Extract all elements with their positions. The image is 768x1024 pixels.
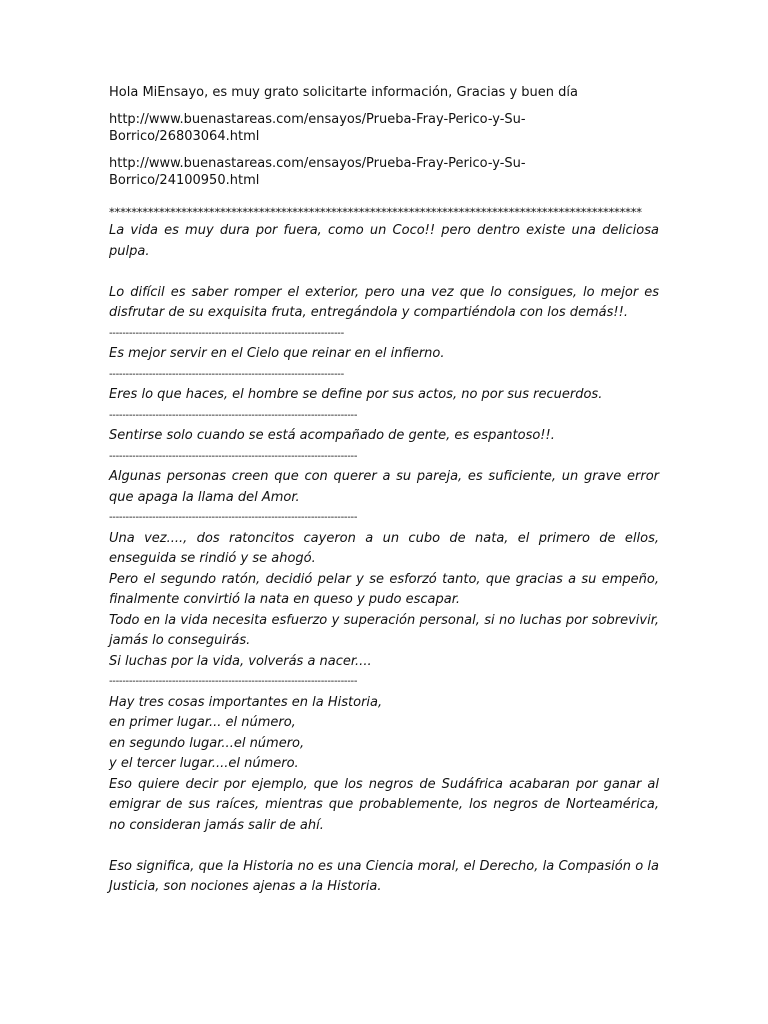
paragraph: La vida es muy dura por fuera, como un Coco!! pero dentro existe una deliciosa pulpa. <box>109 223 659 259</box>
reference-link[interactable]: http://www.buenastareas.com/ensayos/Prueba-Fray-Perico-y-Su- Borrico/24100950.html <box>109 156 526 188</box>
dash-separator: --------------------------------------------------------------------------- <box>109 512 358 523</box>
paragraph-gap <box>109 262 659 283</box>
asterisk-separator: ************************************************************************************************ <box>109 205 642 219</box>
dash-separator: ----------------------------------------------------------------------- <box>109 327 344 339</box>
dash-separator: --------------------------------------------------------------------------- <box>109 676 358 687</box>
dash-separator: --------------------------------------------------------------------------- <box>109 450 358 462</box>
paragraph-gap <box>109 836 659 857</box>
paragraph: Algunas personas creen que con querer a su pareja, es suficiente, un grave error que apaga la llama del Amor. <box>109 469 659 505</box>
paragraph: Hay tres cosas importantes en la Historia, <box>109 694 383 710</box>
paragraph: Sentirse solo cuando se está acompañado de gente, es espantoso!!. <box>109 428 555 443</box>
paragraph: Todo en la vida necesita esfuerzo y superación personal, si no luchas por sobrevivir, jamás lo conseguirás. <box>109 612 659 648</box>
document-page <box>109 84 659 898</box>
paragraph: Si luchas por la vida, volverás a nacer.... <box>109 653 372 669</box>
paragraph: Pero el segundo ratón, decidió pelar y se esforzó tanto, que gracias a su empeño, finalmente convirtió la nata en queso y pudo escapar. <box>109 571 659 607</box>
greeting-text: Hola MiEnsayo, es muy grato solicitarte información, Gracias y buen día <box>109 85 578 100</box>
paragraph: en segundo lugar...el número, <box>109 735 305 751</box>
paragraph: Es mejor servir en el Cielo que reinar en el infierno. <box>109 346 445 361</box>
paragraph: Eres lo que haces, el hombre se define por sus actos, no por sus recuerdos. <box>109 387 603 402</box>
dash-separator: ----------------------------------------------------------------------- <box>109 368 344 380</box>
reference-link[interactable]: http://www.buenastareas.com/ensayos/Prueba-Fray-Perico-y-Su- Borrico/26803064.html <box>109 112 526 144</box>
document-body <box>109 221 659 898</box>
paragraph: Eso quiere decir por ejemplo, que los negros de Sudáfrica acabaran por ganar al emigrar de sus raíces, mientras que probablemente, los negros de Norteamérica, no consideran jamás salir de ahí. <box>109 776 659 833</box>
paragraph: y el tercer lugar....el número. <box>109 756 299 771</box>
paragraph: Lo difícil es saber romper el exterior, pero una vez que lo consigues, lo mejor es disfrutar de su exquisita fruta, entregándola y compartiéndola con los demás!!. <box>109 284 659 320</box>
paragraph: en primer lugar... el número, <box>109 715 296 730</box>
paragraph: Eso significa, que la Historia no es una Ciencia moral, el Derecho, la Compasión o la Justicia, son nociones ajenas a la Historia. <box>109 858 659 894</box>
paragraph: Una vez...., dos ratoncitos cayeron a un cubo de nata, el primero de ellos, enseguida se rindió y se ahogó. <box>109 530 659 566</box>
dash-separator: --------------------------------------------------------------------------- <box>109 409 358 421</box>
